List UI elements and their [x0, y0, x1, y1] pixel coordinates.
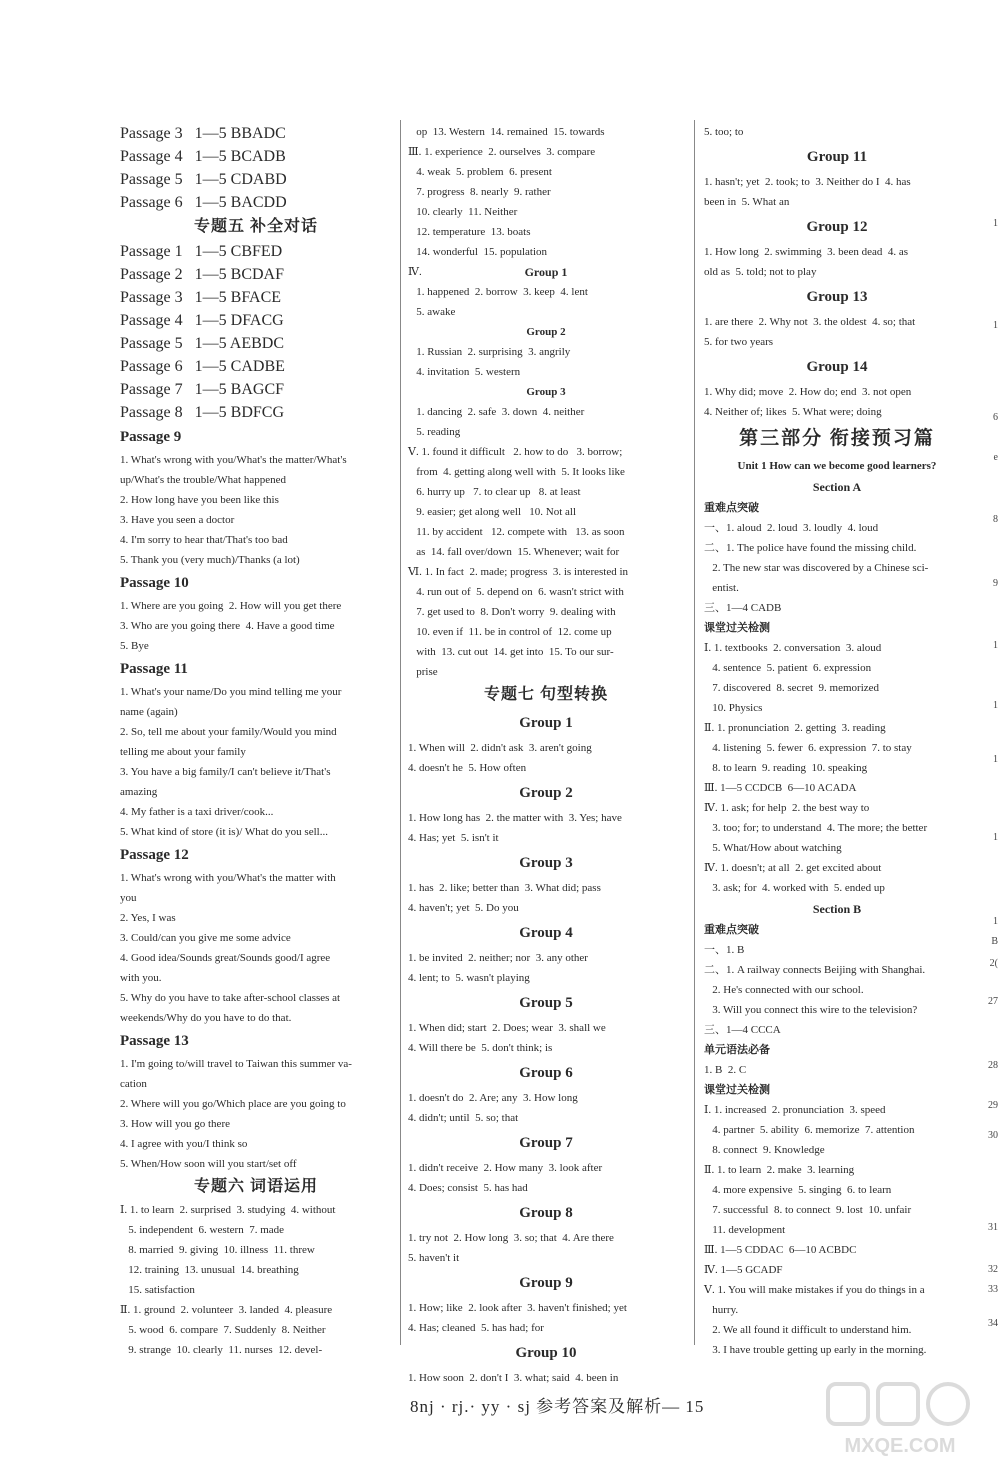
edge-fragment: 1 — [993, 218, 998, 229]
answer-column-left — [120, 122, 392, 1360]
passage-answer: Passage 8 1—5 BDFCG — [120, 404, 285, 421]
answer-line: telling me about your family — [120, 746, 246, 758]
passage-answer: Passage 7 1—5 BAGCF — [120, 381, 285, 398]
answer-line: 5. wood 6. compare 7. Suddenly 8. Neither — [120, 1324, 326, 1336]
answer-line: 4. didn't; until 5. so; that — [408, 1112, 519, 1124]
answer-line: 1. Why did; move 2. How do; end 3. not open — [704, 386, 912, 398]
answer-line: 4. Neither of; likes 5. What were; doing — [704, 406, 882, 418]
answer-line: 5. Why do you have to take after-school classes at — [120, 992, 341, 1004]
answer-line: 5. What kind of store (it is)/ What do you sell... — [120, 826, 328, 838]
answer-line: hurry. — [704, 1304, 739, 1316]
answer-line: 4. Does; consist 5. has had — [408, 1182, 528, 1194]
answer-line: 4. lent; to 5. wasn't playing — [408, 972, 530, 984]
passage-answer: Passage 1 1—5 CBFED — [120, 243, 283, 260]
group-heading: Group 4 — [519, 925, 573, 941]
passage-heading: Passage 11 — [120, 661, 188, 677]
answer-line: 7. successful 8. to connect 9. lost 10. unfair — [704, 1204, 912, 1216]
answer-line: 3. How will you go there — [120, 1118, 230, 1130]
edge-fragment: 6 — [993, 412, 998, 423]
subsection-label: 课堂过关检测 — [704, 622, 770, 634]
answer-line: amazing — [120, 786, 158, 798]
answer-line: up/What's the trouble/What happened — [120, 474, 287, 486]
answer-line: 5. When/How soon will you start/set off — [120, 1158, 297, 1170]
answer-line: 6. hurry up 7. to clear up 8. at least — [408, 486, 581, 498]
edge-fragment: e — [993, 452, 998, 463]
answer-line: from 4. getting along well with 5. It looks like — [408, 466, 625, 478]
answer-line: 3. You have a big family/I can't believe it/That's — [120, 766, 331, 778]
answer-line: 4. listening 5. fewer 6. expression 7. to stay — [704, 742, 912, 754]
answer-line: 1. When will 2. didn't ask 3. aren't going — [408, 742, 592, 754]
group-heading: Group 13 — [806, 289, 868, 305]
answer-line: 2. We all found it difficult to understand him. — [704, 1324, 912, 1336]
answer-line: with you. — [120, 972, 162, 984]
passage-answer: Passage 6 1—5 BACDD — [120, 194, 287, 211]
unit-heading: Group 3 — [526, 386, 566, 398]
group-heading: Group 1 — [524, 265, 568, 279]
section-label: Section A — [812, 480, 862, 494]
answer-line: 10. Physics — [704, 702, 763, 714]
edge-fragment: 9 — [993, 578, 998, 589]
edge-fragment: 32 — [988, 1264, 998, 1275]
answer-line: 5. Thank you (very much)/Thanks (a lot) — [120, 554, 300, 566]
answer-line: 3. Will you connect this wire to the television? — [704, 1004, 918, 1016]
edge-fragment: 33 — [988, 1284, 998, 1295]
answer-line: 三、1—4 CCCA — [704, 1024, 781, 1036]
answer-line: Ⅰ. 1. increased 2. pronunciation 3. speed — [704, 1104, 886, 1116]
passage-answer: Passage 3 1—5 BBADC — [120, 125, 286, 142]
group-heading: Group 1 — [519, 715, 573, 731]
group-heading: Group 9 — [519, 1275, 573, 1291]
answer-line: 1. doesn't do 2. Are; any 3. How long — [408, 1092, 578, 1104]
column-divider — [400, 120, 401, 1345]
section-label: Section B — [812, 902, 862, 916]
passage-answer: Passage 5 1—5 AEBDC — [120, 335, 284, 352]
answer-line: 5. for two years — [704, 336, 774, 348]
answer-line: 三、1—4 CADB — [704, 602, 782, 614]
answer-line: Ⅳ. 1—5 GCADF — [704, 1264, 783, 1276]
watermark-icon — [820, 1378, 980, 1438]
answer-line: 4. Good idea/Sounds great/Sounds good/I agree — [120, 952, 331, 964]
edge-fragment: 30 — [988, 1130, 998, 1141]
answer-line: 1. What's wrong with you/What's the matter with — [120, 872, 336, 884]
answer-line: 3. ask; for 4. worked with 5. ended up — [704, 882, 885, 894]
answer-line: 二、1. A railway connects Beijing with Shanghai. — [704, 964, 926, 976]
edge-fragment: 29 — [988, 1100, 998, 1111]
answer-line: Ⅱ. 1. pronunciation 2. getting 3. reading — [704, 722, 886, 734]
watermark-text: MXQE.COM — [844, 1435, 956, 1457]
group-heading: Group 6 — [519, 1065, 573, 1081]
answer-line: 2. So, tell me about your family/Would you mind — [120, 726, 337, 738]
answer-line: Ⅰ. 1. to learn 2. surprised 3. studying 4. without — [120, 1204, 336, 1216]
answer-line: Ⅱ. 1. ground 2. volunteer 3. landed 4. pleasure — [120, 1304, 333, 1316]
answer-line: 1. are there 2. Why not 3. the oldest 4. so; that — [704, 316, 916, 328]
answer-line: 4. Has; cleaned 5. has had; for — [408, 1322, 544, 1334]
answer-line: 一、1. B — [704, 944, 745, 956]
answer-line: 5. reading — [408, 426, 461, 438]
answer-line: Ⅳ. 1. doesn't; at all 2. get excited about — [704, 862, 882, 874]
answer-line: 二、1. The police have found the missing child. — [704, 542, 917, 554]
answer-line: 3. I have trouble getting up early in the morning. — [704, 1344, 927, 1356]
answer-line: 10. even if 11. be in control of 12. come up — [408, 626, 612, 638]
answer-line: 2. How long have you been like this — [120, 494, 279, 506]
answer-line: been in 5. What an — [704, 196, 790, 208]
answer-line: 3. Have you seen a doctor — [120, 514, 235, 526]
group-heading: Group 3 — [519, 855, 573, 871]
part-heading: 第三部分 衔接预习篇 — [739, 428, 935, 449]
answer-line: Ⅲ. 1—5 CDDAC 6—10 ACBDC — [704, 1244, 857, 1256]
answer-line: weekends/Why do you have to do that. — [120, 1012, 292, 1024]
passage-heading: Passage 10 — [120, 575, 189, 591]
subsection-label: 重难点突破 — [704, 502, 759, 514]
answer-line: Ⅱ. 1. to learn 2. make 3. learning — [704, 1164, 855, 1176]
answer-line: 7. get used to 8. Don't worry 9. dealing with — [408, 606, 616, 618]
answer-line: 1. How; like 2. look after 3. haven't finished; yet — [408, 1302, 627, 1314]
answer-line: 1. B 2. C — [704, 1064, 747, 1076]
answer-line: 4. more expensive 5. singing 6. to learn — [704, 1184, 892, 1196]
answer-line: 4. weak 5. problem 6. present — [408, 166, 552, 178]
answer-line: 3. Who are you going there 4. Have a good time — [120, 620, 335, 632]
answer-line: 5. too; to — [704, 126, 744, 138]
answer-line: 9. easier; get along well 10. Not all — [408, 506, 577, 518]
answer-line: 15. satisfaction — [120, 1284, 195, 1296]
answer-line: you — [120, 892, 137, 904]
unit-heading: Unit 1 How can we become good learners? — [737, 460, 937, 472]
answer-line: 14. wonderful 15. population — [408, 246, 548, 258]
column-divider — [694, 120, 695, 1345]
group-heading: Group 2 — [519, 785, 573, 801]
answer-line: as 14. fall over/down 15. Whenever; wait for — [408, 546, 620, 558]
answer-line: entist. — [704, 582, 739, 594]
answer-line: 1. try not 2. How long 3. so; that 4. Are there — [408, 1232, 614, 1244]
answer-line: 1. happened 2. borrow 3. keep 4. lent — [408, 286, 588, 298]
answer-line: 10. clearly 11. Neither — [408, 206, 518, 218]
answer-line: 1. didn't receive 2. How many 3. look after — [408, 1162, 603, 1174]
answer-line: 1. What's your name/Do you mind telling me your — [120, 686, 342, 698]
answer-line: 4. invitation 5. western — [408, 366, 521, 378]
answer-line: 4. Will there be 5. don't think; is — [408, 1042, 553, 1054]
edge-fragment: 1 — [993, 640, 998, 651]
edge-fragment: 27 — [988, 996, 998, 1007]
answer-line: 2. Where will you go/Which place are you going to — [120, 1098, 346, 1110]
answer-line: 2. The new star was discovered by a Chinese sci- — [704, 562, 929, 574]
edge-fragment: 8 — [993, 514, 998, 525]
answer-line: 2. He's connected with our school. — [704, 984, 864, 996]
group-heading: Group 14 — [806, 359, 868, 375]
edge-fragment: 2( — [989, 958, 998, 969]
passage-answer: Passage 2 1—5 BCDAF — [120, 266, 285, 283]
edge-fragment: 1 — [993, 700, 998, 711]
answer-line: 12. training 13. unusual 14. breathing — [120, 1264, 299, 1276]
answer-line: 9. strange 10. clearly 11. nurses 12. devel- — [120, 1344, 323, 1356]
answer-line: 1. What's wrong with you/What's the matter/What's — [120, 454, 347, 466]
answer-line: 12. temperature 13. boats — [408, 226, 531, 238]
answer-line: 1. hasn't; yet 2. took; to 3. Neither do I 4. has — [704, 176, 911, 188]
answer-line: 5. awake — [408, 306, 456, 318]
group-heading: Group 5 — [519, 995, 573, 1011]
edge-fragment: 31 — [988, 1222, 998, 1233]
roman-numeral: Ⅳ. — [408, 266, 422, 278]
answer-line: 11. development — [704, 1224, 786, 1236]
subsection-label: 重难点突破 — [704, 924, 759, 936]
adjacent-page-edge — [970, 120, 1000, 1350]
subsection-label: 单元语法必备 — [704, 1044, 770, 1056]
answer-line: Ⅴ. 1. You will make mistakes if you do things in a — [704, 1284, 925, 1296]
answer-line: 4. My father is a taxi driver/cook... — [120, 806, 274, 818]
answer-line-with-group — [408, 262, 684, 282]
answer-line: Ⅰ. 1. textbooks 2. conversation 3. aloud — [704, 642, 882, 654]
answer-line: 5. Bye — [120, 640, 149, 652]
passage-answer: Passage 4 1—5 BCADB — [120, 148, 286, 165]
subsection-label: 课堂过关检测 — [704, 1084, 770, 1096]
answer-line: Ⅳ. 1. ask; for help 2. the best way to — [704, 802, 870, 814]
answer-line: 4. I'm sorry to hear that/That's too bad — [120, 534, 288, 546]
passage-heading: Passage 13 — [120, 1033, 189, 1049]
answer-line: old as 5. told; not to play — [704, 266, 817, 278]
passage-heading: Passage 9 — [120, 429, 182, 445]
answer-line: 4. partner 5. ability 6. memorize 7. attention — [704, 1124, 915, 1136]
answer-line: 4. doesn't he 5. How often — [408, 762, 527, 774]
answer-line: 3. Could/can you give me some advice — [120, 932, 291, 944]
answer-line: 一、1. aloud 2. loud 3. loudly 4. loud — [704, 522, 879, 534]
answer-line: Ⅲ. 1—5 CCDCB 6—10 ACADA — [704, 782, 857, 794]
edge-fragment: 28 — [988, 1060, 998, 1071]
page-footer: 8nj · rj.· yy · sj 参考答案及解析— 15 — [410, 1397, 705, 1416]
section-heading: 专题五 补全对话 — [193, 218, 318, 235]
edge-fragment: 1 — [993, 832, 998, 843]
answer-line: 3. too; for; to understand 4. The more; the better — [704, 822, 928, 834]
edge-fragment: 1 — [993, 916, 998, 927]
passage-answer: Passage 4 1—5 DFACG — [120, 312, 284, 329]
group-heading: Group 8 — [519, 1205, 573, 1221]
edge-fragment: 1 — [993, 754, 998, 765]
answer-line: 11. by accident 12. compete with 13. as soon — [408, 526, 625, 538]
watermark-logo — [820, 1378, 980, 1458]
edge-fragment: 1 — [993, 320, 998, 331]
answer-column-middle — [408, 122, 684, 1388]
passage-answer: Passage 5 1—5 CDABD — [120, 171, 287, 188]
section-heading: 专题六 词语运用 — [193, 1178, 318, 1195]
group-heading: Group 7 — [519, 1135, 573, 1151]
passage-answer: Passage 3 1—5 BFACE — [120, 289, 282, 306]
answer-line: 8. connect 9. Knowledge — [704, 1144, 825, 1156]
section-heading: 专题七 句型转换 — [483, 686, 608, 703]
answer-line: 7. progress 8. nearly 9. rather — [408, 186, 551, 198]
answer-line: 7. discovered 8. secret 9. memorized — [704, 682, 880, 694]
answer-line: 1. Where are you going 2. How will you get there — [120, 600, 342, 612]
passage-answer: Passage 6 1—5 CADBE — [120, 358, 285, 375]
answer-line: with 13. cut out 14. get into 15. To our sur- — [408, 646, 614, 658]
passage-heading: Passage 12 — [120, 847, 189, 863]
answer-line: Ⅴ. 1. found it difficult 2. how to do 3. borrow; — [408, 446, 623, 458]
answer-line: 1. I'm going to/will travel to Taiwan this summer va- — [120, 1058, 352, 1070]
answer-line: 4. sentence 5. patient 6. expression — [704, 662, 872, 674]
edge-fragment: B — [991, 936, 998, 947]
group-heading: Group 10 — [515, 1345, 577, 1361]
unit-heading: Group 2 — [526, 326, 566, 338]
answer-line: 4. haven't; yet 5. Do you — [408, 902, 519, 914]
answer-line: Ⅵ. 1. In fact 2. made; progress 3. is interested in — [408, 566, 629, 578]
answer-line: op 13. Western 14. remained 15. towards — [408, 126, 605, 138]
answer-line: 1. be invited 2. neither; nor 3. any other — [408, 952, 588, 964]
answer-line: Ⅲ. 1. experience 2. ourselves 3. compare — [408, 146, 596, 158]
answer-line: 1. How soon 2. don't I 3. what; said 4. been in — [408, 1372, 619, 1384]
answer-line: prise — [408, 666, 438, 678]
group-heading: Group 12 — [806, 219, 868, 235]
answer-line: 1. has 2. like; better than 3. What did; pass — [408, 882, 601, 894]
edge-fragment: 34 — [988, 1318, 998, 1329]
answer-line: 1. Russian 2. surprising 3. angrily — [408, 346, 571, 358]
answer-line: 5. What/How about watching — [704, 842, 842, 854]
answer-line: 4. I agree with you/I think so — [120, 1138, 248, 1150]
answer-line: 8. married 9. giving 10. illness 11. threw — [120, 1244, 315, 1256]
answer-line: cation — [120, 1078, 147, 1090]
answer-line: 4. Has; yet 5. isn't it — [408, 832, 499, 844]
answer-line: 2. Yes, I was — [120, 912, 176, 924]
answer-line: 8. to learn 9. reading 10. speaking — [704, 762, 868, 774]
answer-line: 1. dancing 2. safe 3. down 4. neither — [408, 406, 585, 418]
answer-line: 1. How long 2. swimming 3. been dead 4. as — [704, 246, 909, 258]
answer-line: 4. run out of 5. depend on 6. wasn't strict with — [408, 586, 624, 598]
answer-column-right — [704, 122, 970, 1360]
answer-line: name (again) — [120, 706, 178, 718]
answer-line: 1. How long has 2. the matter with 3. Yes; have — [408, 812, 622, 824]
answer-line: 5. independent 6. western 7. made — [120, 1224, 285, 1236]
group-heading: Group 11 — [806, 149, 868, 165]
answer-line: 1. When did; start 2. Does; wear 3. shall we — [408, 1022, 606, 1034]
answer-line: 5. haven't it — [408, 1252, 460, 1264]
